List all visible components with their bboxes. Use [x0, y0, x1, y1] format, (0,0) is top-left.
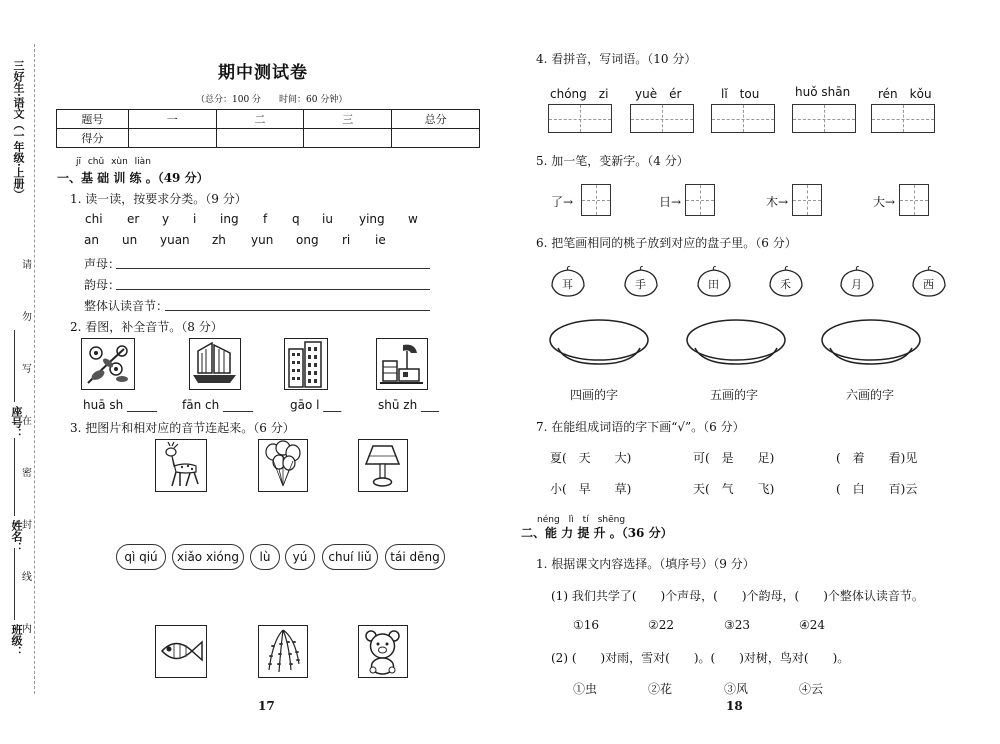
plate-four-strokes[interactable]: [548, 318, 650, 371]
seat-field-label: 座号：: [10, 406, 23, 439]
s2q1-line2[interactable]: (2) ( )对雨，雪对( )。( )对树，鸟对( )。: [551, 651, 850, 665]
score-header-cell: 三: [304, 110, 392, 129]
pinyin-item: q: [292, 212, 300, 226]
pinyin-item: w: [408, 212, 418, 226]
pinyin-item: yun: [251, 233, 274, 247]
s2q1-title: 1. 根据课文内容选择。（填序号）（9 分）: [536, 557, 755, 571]
plate-label: 四画的字: [570, 388, 619, 402]
q2-title: 2. 看图，补全音节。（8 分）: [70, 320, 223, 334]
q4-pinyin: lǐ tou: [721, 87, 760, 101]
option: ④24: [799, 618, 826, 632]
score-row-label: 得分: [57, 129, 129, 148]
q6-title: 6. 把笔画相同的桃子放到对应的盘子里。（6 分）: [536, 236, 797, 250]
class-field-line[interactable]: [14, 548, 15, 620]
writing-grid[interactable]: [792, 104, 856, 133]
section1-heading: 一、基 础 训 练 。（49 分）: [57, 171, 209, 185]
writing-grid[interactable]: [548, 104, 612, 133]
word-choice[interactable]: 可( 是 足): [693, 451, 775, 465]
seal-char-6: 封: [22, 520, 32, 531]
score-table: [56, 109, 480, 148]
option: ③风: [724, 682, 749, 696]
finals-answer-line[interactable]: [116, 289, 430, 290]
pinyin-item: iu: [322, 212, 333, 226]
seal-char-1: 请: [22, 260, 32, 271]
peach-char: 禾: [780, 278, 791, 291]
flower-picture: [81, 338, 135, 390]
peach-card[interactable]: [550, 266, 586, 296]
plate-icon: [820, 318, 922, 368]
score-header-cell: 总分: [392, 110, 480, 129]
plate-icon: [548, 318, 650, 368]
seal-char-4: 在: [22, 416, 32, 427]
flower-icon: [82, 339, 133, 388]
pinyin-item: i: [193, 212, 197, 226]
q2-caption: gāo l ___: [290, 398, 342, 412]
page-title: 期中测试卷: [218, 63, 308, 83]
word-choice[interactable]: 夏( 天 大): [550, 451, 632, 465]
section1-pinyin: jī chǔ xùn liàn: [76, 157, 151, 167]
bear-icon: [359, 626, 406, 676]
q4-pinyin: chóng zi: [550, 87, 609, 101]
seal-char-3: 写: [22, 364, 32, 375]
peach-card[interactable]: [911, 266, 947, 296]
q5-char: 大→: [873, 195, 896, 209]
q3-title: 3. 把图片和相对应的音节连起来。（6 分）: [70, 421, 295, 435]
writing-grid[interactable]: [711, 104, 775, 133]
teddy-bear-picture: [358, 625, 408, 678]
q4-pinyin: yuè ér: [635, 87, 682, 101]
option: ③23: [724, 618, 751, 632]
q4-title: 4. 看拼音，写词语。（10 分）: [536, 52, 697, 66]
q1-title: 1. 读一读，按要求分类。（9 分）: [70, 192, 247, 206]
section2-heading: 二、能 力 提 升 。（36 分）: [521, 526, 673, 540]
plate-icon: [685, 318, 787, 368]
pinyin-item: ong: [296, 233, 319, 247]
whole-syllable-answer-line[interactable]: [165, 310, 430, 311]
score-cell[interactable]: [304, 129, 392, 148]
peach-char: 月: [851, 278, 862, 291]
balloons-icon: [259, 440, 306, 490]
right-page-number: 18: [726, 699, 743, 713]
new-char-box[interactable]: [792, 184, 822, 216]
fish-picture: [155, 625, 207, 678]
new-char-box[interactable]: [685, 184, 715, 216]
whole-syllable-label: 整体认读音节：: [84, 299, 169, 313]
lamp-icon: [359, 440, 406, 490]
q2-caption: huā sh _____: [83, 398, 158, 412]
pinyin-item: chi: [85, 212, 103, 226]
pinyin-item: ing: [220, 212, 239, 226]
q4-pinyin: huǒ shān: [795, 85, 851, 99]
sailboat-icon: [190, 339, 239, 388]
q2-caption: shū zh ___: [378, 398, 439, 412]
plate-label: 五画的字: [710, 388, 759, 402]
pinyin-tag[interactable]: lù: [250, 544, 280, 570]
score-header-cell: 题号: [57, 110, 129, 129]
q5-char: 日→: [659, 195, 682, 209]
word-choice[interactable]: 天( 气 飞): [693, 482, 775, 496]
deer-picture: [155, 439, 207, 492]
plate-six-strokes[interactable]: [820, 318, 922, 371]
s2q1-line1[interactable]: (1) 我们共学了( )个声母，( )个韵母，( )个整体认读音节。: [551, 589, 924, 603]
pinyin-item: ri: [342, 233, 351, 247]
peach-card[interactable]: [696, 266, 732, 296]
word-choice[interactable]: ( 白 百)云: [836, 482, 918, 496]
sailboat-picture: [189, 338, 241, 390]
tall-building-picture: [284, 338, 328, 390]
class-field-label: 班级：: [10, 624, 23, 657]
exam-subtitle: （总分：100 分 时间：60 分钟）: [196, 95, 348, 105]
left-page-number: 17: [258, 699, 275, 713]
q5-char: 了→: [551, 195, 574, 209]
peach-char: 西: [923, 278, 934, 291]
pinyin-tag[interactable]: tái dēng: [385, 544, 445, 570]
word-choice[interactable]: 小( 早 草): [550, 482, 632, 496]
peach-card[interactable]: [623, 266, 659, 296]
score-cell[interactable]: [128, 129, 216, 148]
pinyin-item: ie: [375, 233, 386, 247]
willow-icon: [259, 626, 306, 676]
pinyin-item: un: [122, 233, 138, 247]
writing-grid[interactable]: [630, 104, 694, 133]
score-cell[interactable]: [216, 129, 304, 148]
pinyin-item: y: [162, 212, 170, 226]
q5-title: 5. 加一笔，变新字。（4 分）: [536, 154, 689, 168]
score-cell[interactable]: [392, 129, 480, 148]
desk-books-icon: [377, 339, 426, 388]
writing-grid[interactable]: [871, 104, 935, 133]
pinyin-item: an: [84, 233, 99, 247]
desk-lamp-picture: [376, 338, 428, 390]
initials-answer-line[interactable]: [116, 268, 430, 269]
pinyin-item: f: [263, 212, 268, 226]
plate-label: 六画的字: [846, 388, 895, 402]
word-choice[interactable]: ( 着 看)见: [836, 451, 918, 465]
q4-pinyin: rén kǒu: [878, 87, 932, 101]
table-lamp-picture: [358, 439, 408, 492]
option: ④云: [799, 682, 824, 696]
seal-char-8: 内: [22, 624, 32, 635]
pinyin-item: ying: [359, 212, 385, 226]
option: ②22: [648, 618, 675, 632]
pinyin-tag[interactable]: chuí liǔ: [322, 544, 378, 570]
option: ①虫: [573, 682, 598, 696]
finals-label: 韵母：: [84, 278, 121, 292]
pinyin-tag[interactable]: xiǎo xióng: [172, 544, 244, 570]
seal-char-2: 勿: [22, 312, 32, 323]
seat-field-line[interactable]: [14, 330, 15, 402]
peach-char: 手: [635, 278, 646, 291]
plate-five-strokes[interactable]: [685, 318, 787, 371]
option: ①16: [573, 618, 600, 632]
series-label: 三好生·语文（一年级·上册）: [12, 60, 25, 200]
pinyin-item: yuan: [160, 233, 190, 247]
seal-char-5: 密: [22, 468, 32, 479]
q5-char: 木→: [766, 195, 789, 209]
peach-char: 耳: [562, 278, 573, 291]
new-char-box[interactable]: [581, 184, 611, 216]
pinyin-item: er: [127, 212, 140, 226]
peach-card[interactable]: [839, 266, 875, 296]
section2-pinyin: néng lì tí shēng: [537, 515, 626, 525]
balloons-picture: [258, 439, 308, 492]
q2-caption: fān ch _____: [182, 398, 254, 412]
deer-icon: [156, 440, 205, 490]
pinyin-item: zh: [212, 233, 226, 247]
initials-label: 声母：: [84, 257, 121, 271]
fish-icon: [156, 626, 205, 676]
building-icon: [285, 339, 326, 388]
new-char-box[interactable]: [899, 184, 929, 216]
peach-card[interactable]: [768, 266, 804, 296]
option: ②花: [648, 682, 673, 696]
seal-char-7: 线: [22, 572, 32, 583]
score-header-cell: 一: [128, 110, 216, 129]
q7-title: 7. 在能组成词语的字下画“√”。（6 分）: [536, 420, 745, 434]
pinyin-tag[interactable]: qì qiú: [116, 544, 166, 570]
willow-picture: [258, 625, 308, 678]
name-field-label: 姓名：: [10, 520, 23, 553]
seal-line: [34, 44, 35, 694]
pinyin-tag[interactable]: yú: [285, 544, 315, 570]
score-header-cell: 二: [216, 110, 304, 129]
peach-char: 田: [708, 278, 719, 291]
name-field-line[interactable]: [14, 438, 15, 516]
